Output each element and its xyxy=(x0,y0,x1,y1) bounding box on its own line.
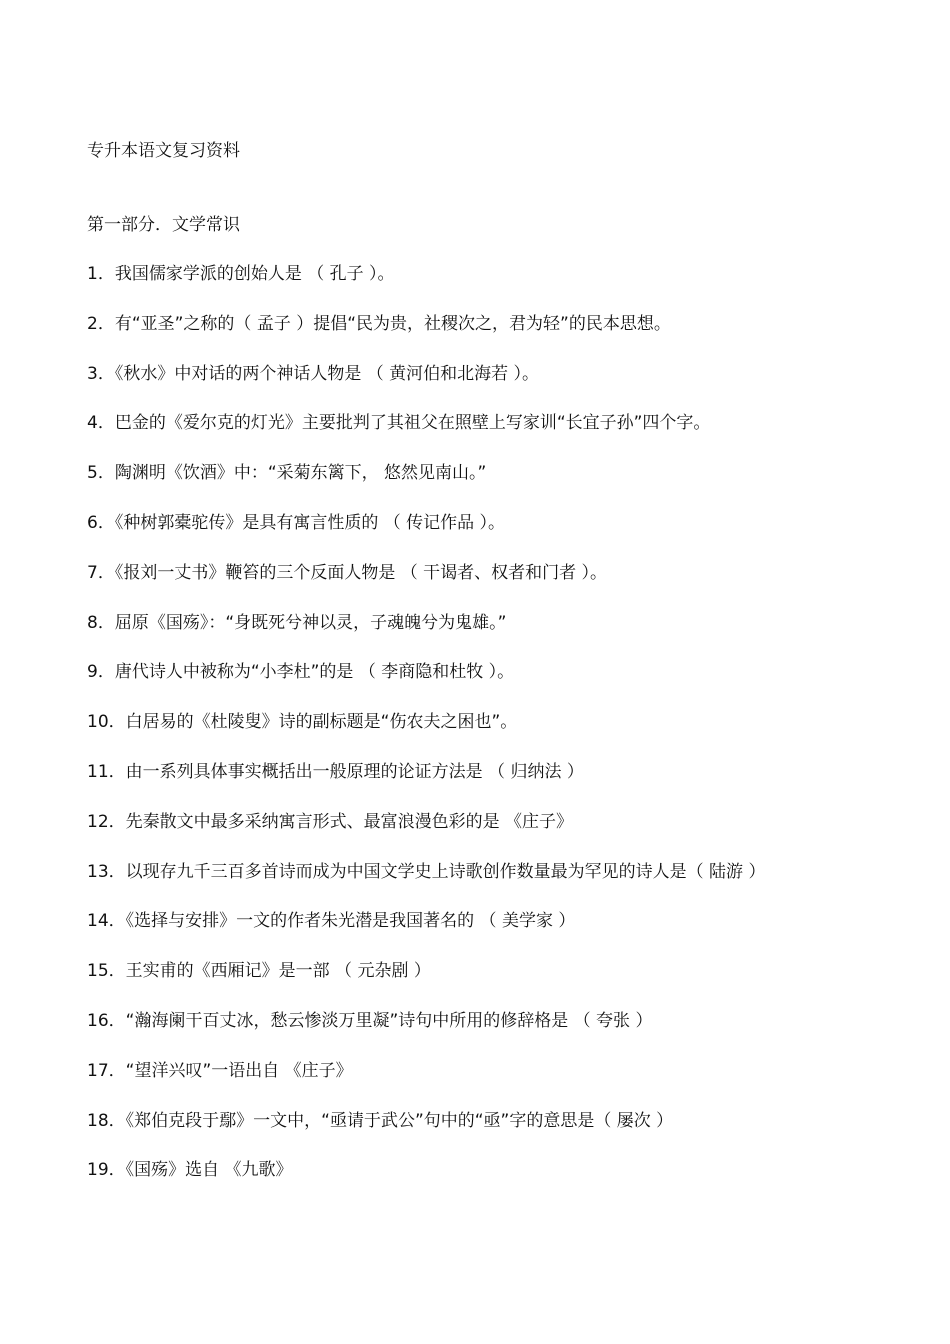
list-item: 7．《报刘一丈书》鞭笞的三个反面人物是 （ 干谒者、权者和门者 ）。 xyxy=(87,562,608,583)
section-heading: 第一部分．文学常识 xyxy=(87,215,240,235)
list-item: 4．巴金的《爱尔克的灯光》主要批判了其祖父在照壁上写家训“长宜子孙”四个字。 xyxy=(87,413,711,434)
list-item: 8．屈原《国殇》：“身既死兮神以灵，子魂魄兮为鬼雄。” xyxy=(87,612,507,633)
list-item: 10．白居易的《杜陵叟》诗的副标题是“伤农夫之困也”。 xyxy=(87,712,518,733)
list-item: 16．“瀚海阑干百丈冰，愁云惨淡万里凝”诗句中所用的修辞格是 （ 夸张 ） xyxy=(87,1010,653,1031)
list-item: 13．以现存九千三百多首诗而成为中国文学史上诗歌创作数量最为罕见的诗人是（ 陆游 ） xyxy=(87,861,766,882)
list-item: 18．《郑伯克段于鄢》一文中，“亟请于武公”句中的“亟”字的意思是（ 屡次 ） xyxy=(87,1110,674,1131)
list-item: 9．唐代诗人中被称为“小李杜”的是 （ 李商隐和杜牧 ）。 xyxy=(87,662,515,683)
list-item: 5．陶渊明《饮酒》中：“采菊东篱下， 悠然见南山。” xyxy=(87,463,487,484)
list-item: 1．我国儒家学派的创始人是 （ 孔子 ）。 xyxy=(87,264,395,284)
document-title: 专升本语文复习资料 xyxy=(87,141,240,161)
list-item: 19．《国殇》选自 《九歌》 xyxy=(87,1160,293,1181)
list-item: 12．先秦散文中最多采纳寓言形式、最富浪漫色彩的是 《庄子》 xyxy=(87,811,574,832)
list-item: 2．有“亚圣”之称的（ 孟子 ）提倡“民为贵，社稷次之，君为轻”的民本思想。 xyxy=(87,313,671,334)
list-item: 15．王实甫的《西厢记》是一部 （ 元杂剧 ） xyxy=(87,961,431,982)
list-item: 3．《秋水》中对话的两个神话人物是 （ 黄河伯和北海若 ）。 xyxy=(87,363,540,384)
list-item: 14．《选择与安排》一文的作者朱光潜是我国著名的 （ 美学家 ） xyxy=(87,911,576,932)
list-item: 11．由一系列具体事实概括出一般原理的论证方法是 （ 归纳法 ） xyxy=(87,761,584,782)
list-item: 6．《种树郭橐驼传》是具有寓言性质的 （ 传记作品 ）。 xyxy=(87,512,506,533)
list-item: 17．“望洋兴叹”一语出自 《庄子》 xyxy=(87,1060,353,1081)
question-list xyxy=(87,262,937,1208)
